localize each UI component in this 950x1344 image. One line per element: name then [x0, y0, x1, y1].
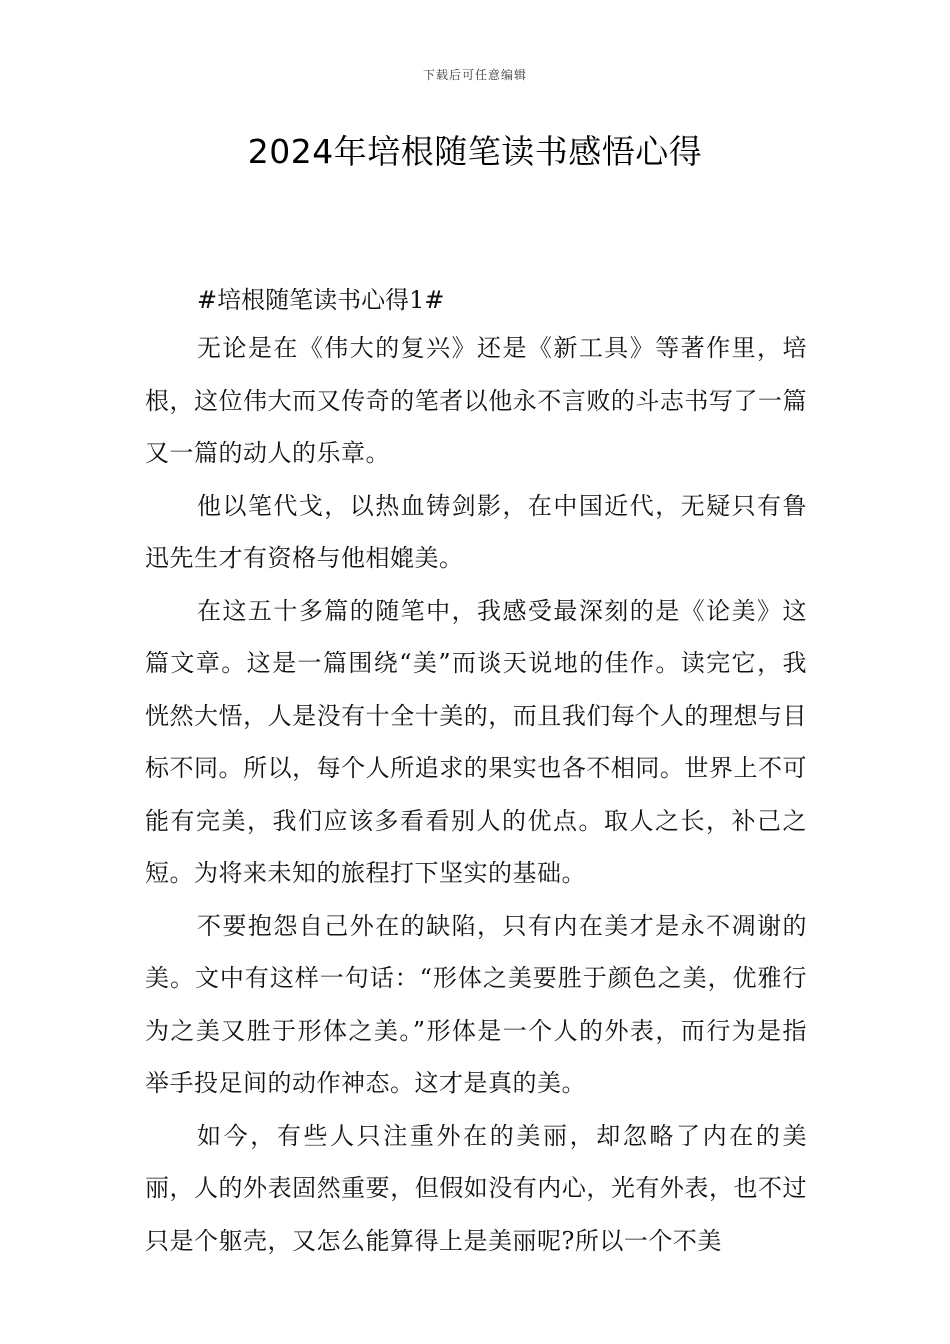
paragraph-5: 如今，有些人只注重外在的美丽，却忽略了内在的美丽，人的外表固然重要，但假如没有内心，光有外表，也不过只是个躯壳，又怎么能算得上是美丽呢?所以一个不美	[145, 1121, 807, 1255]
paragraph-1: 无论是在《伟大的复兴》还是《新工具》等著作里，培根，这位伟大而又传奇的笔者以他永不言败的斗志书写了一篇又一篇的动人的乐章。	[145, 334, 807, 467]
document-body	[145, 280, 807, 1267]
paragraph-4: 不要抱怨自己外在的缺陷，只有内在美才是永不凋谢的美。文中有这样一句话：“形体之美要胜于颜色之美，优雅行为之美又胜于形体之美。”形体是一个人的外表，而行为是指举手投足间的动作神态。这才是真的美。	[145, 911, 807, 1097]
paragraph-3: 在这五十多篇的随笔中，我感受最深刻的是《论美》这篇文章。这是一篇围绕“美”而谈天说地的佳作。读完它，我恍然大悟，人是没有十全十美的，而且我们每个人的理想与目标不同。所以，每个人所追求的果实也各不相同。世界上不可能有完美，我们应该多看看别人的优点。取人之长，补己之短。为将来未知的旅程打下坚实的基础。	[145, 596, 807, 887]
section-heading: #培根随笔读书心得1#	[197, 286, 445, 314]
document-title: 2024年培根随笔读书感悟心得	[247, 132, 703, 171]
paragraph-2: 他以笔代戈，以热血铸剑影，在中国近代，无疑只有鲁迅先生才有资格与他相媲美。	[145, 491, 807, 572]
header-note: 下载后可任意编辑	[422, 68, 527, 82]
